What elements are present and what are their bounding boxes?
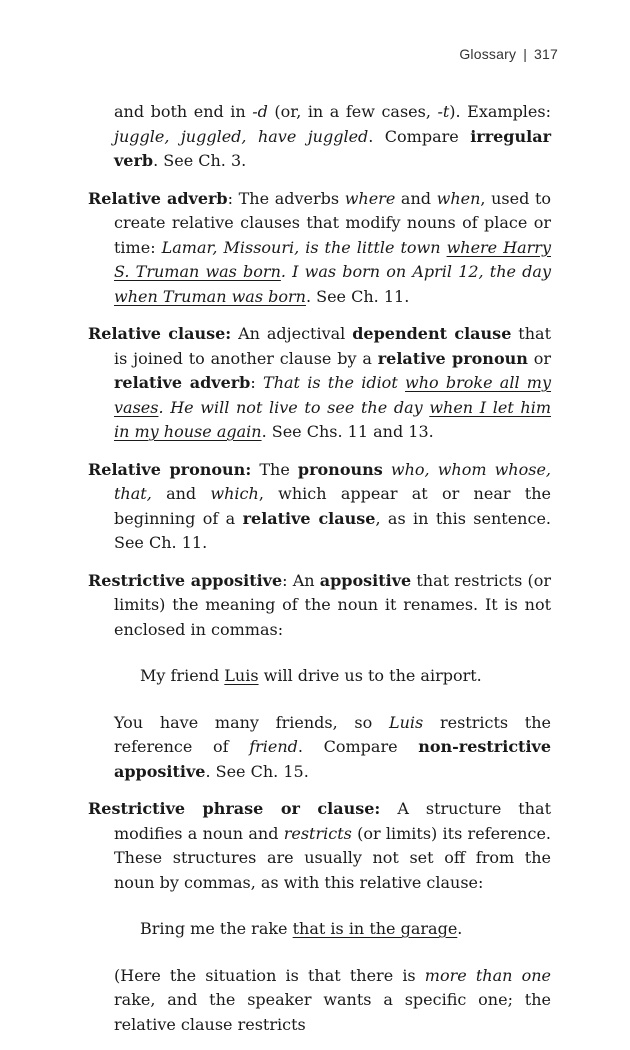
- italic-text: -t: [437, 102, 450, 121]
- italic-text: which: [210, 484, 259, 503]
- entry-term: Restrictive appositive: [88, 570, 283, 590]
- example-sentence: [88, 917, 551, 942]
- page-number: 317: [534, 46, 558, 62]
- cross-reference: appositive: [319, 570, 412, 590]
- underlined-example: when Truman was born: [114, 286, 306, 306]
- text: [383, 460, 391, 479]
- header-separator: |: [523, 46, 528, 62]
- text: You have many friends, so: [114, 712, 389, 732]
- glossary-entry-relative-adverb: [88, 187, 551, 310]
- text: An adjectival: [231, 324, 353, 343]
- text: and both end in: [114, 102, 253, 121]
- text: My friend: [140, 666, 225, 685]
- entry-term: Relative adverb: [88, 188, 228, 208]
- text: or: [527, 348, 552, 368]
- text: that restricts (or limits) the meaning of the noun it renames. It is not enclosed in commas:: [114, 570, 551, 639]
- underlined-example: when I let him in my house again: [114, 397, 551, 441]
- text: ). Examples:: [449, 102, 551, 121]
- text: :: [250, 373, 264, 392]
- example-text: . He will not live to see the day: [158, 397, 430, 417]
- glossary-entry-restrictive-phrase: [88, 797, 551, 895]
- text: The: [251, 459, 298, 479]
- example-text: .: [280, 262, 286, 281]
- text: A structure that modifies a noun and: [114, 799, 552, 843]
- italic-text: friend: [249, 737, 298, 756]
- glossary-entry-restrictive-appositive: [88, 569, 551, 643]
- text: restricts the reference of: [114, 712, 552, 756]
- example-text: Lamar, Missouri, is the little town: [161, 237, 447, 257]
- text: .: [457, 919, 463, 938]
- text: Bring me the rake: [140, 919, 293, 938]
- underlined-example: where Harry S. Truman was born: [114, 237, 551, 281]
- entry-followup: [88, 964, 551, 1038]
- text: rake, and the speaker wants a specific one; the relative clause restricts: [114, 990, 551, 1034]
- example-text: I was born on April 12, the day: [285, 262, 551, 281]
- cross-reference: irregular verb: [114, 126, 551, 170]
- glossary-entry-relative-pronoun: [88, 458, 551, 556]
- text: : The adverbs: [227, 188, 345, 208]
- text: and: [395, 188, 437, 208]
- continued-entry-paragraph: [88, 100, 551, 174]
- cross-reference: relative pronoun: [377, 348, 528, 368]
- italic-text: who, whom whose, that,: [114, 459, 552, 503]
- italic-text: -d: [252, 102, 268, 121]
- text: will drive us to the airport.: [258, 666, 482, 685]
- text: . See Ch. 3.: [153, 151, 247, 170]
- text: , used to create relative clauses that modify nouns of place or time:: [114, 188, 552, 257]
- entry-term: Restrictive phrase or clause:: [88, 799, 381, 818]
- cross-reference: non-restrictive appositive: [114, 737, 551, 781]
- text: (or limits) its reference. These structures are usually not set off from the noun by commas, as with this relative clause:: [114, 823, 551, 892]
- cross-reference: dependent clause: [352, 324, 512, 343]
- text: that is joined to another clause by a: [114, 324, 551, 368]
- entry-term: Relative pronoun:: [88, 459, 252, 479]
- text: and: [151, 484, 211, 503]
- italic-text: juggle, juggled, have juggled: [114, 126, 369, 146]
- text: : An: [282, 570, 320, 590]
- glossary-entry-relative-clause: [88, 322, 551, 445]
- header-title: Glossary: [459, 46, 517, 62]
- italic-text: when: [436, 188, 481, 208]
- text: . Compare: [297, 737, 419, 756]
- italic-text: more than one: [424, 965, 551, 985]
- entry-term: Relative clause:: [88, 324, 232, 343]
- italic-text: Luis: [388, 712, 424, 732]
- cross-reference: relative adverb: [114, 373, 251, 392]
- cross-reference: relative clause: [242, 508, 376, 528]
- text: . See Ch. 11.: [305, 286, 410, 306]
- text: , as in this sentence. See Ch. 11.: [114, 508, 551, 552]
- underlined-example: Luis: [224, 666, 259, 685]
- running-header: [459, 46, 558, 62]
- text: , which appear at or near the beginning of a: [114, 484, 551, 528]
- underlined-example: that is in the garage: [292, 919, 458, 938]
- text: . See Chs. 11 and 13.: [261, 422, 434, 441]
- entry-followup: [88, 711, 551, 785]
- text: . See Ch. 15.: [205, 761, 309, 781]
- glossary-body: [88, 100, 551, 1050]
- example-sentence: [88, 664, 551, 689]
- text: (or, in a few cases,: [267, 102, 438, 121]
- underlined-example: who broke all my vases: [114, 373, 552, 417]
- text: . Compare: [368, 126, 471, 146]
- text: (Here the situation is that there is: [114, 965, 425, 985]
- example-text: That is the idiot: [263, 373, 405, 392]
- italic-text: restricts: [283, 823, 352, 843]
- italic-text: where: [344, 188, 396, 208]
- cross-reference: pronouns: [297, 459, 383, 479]
